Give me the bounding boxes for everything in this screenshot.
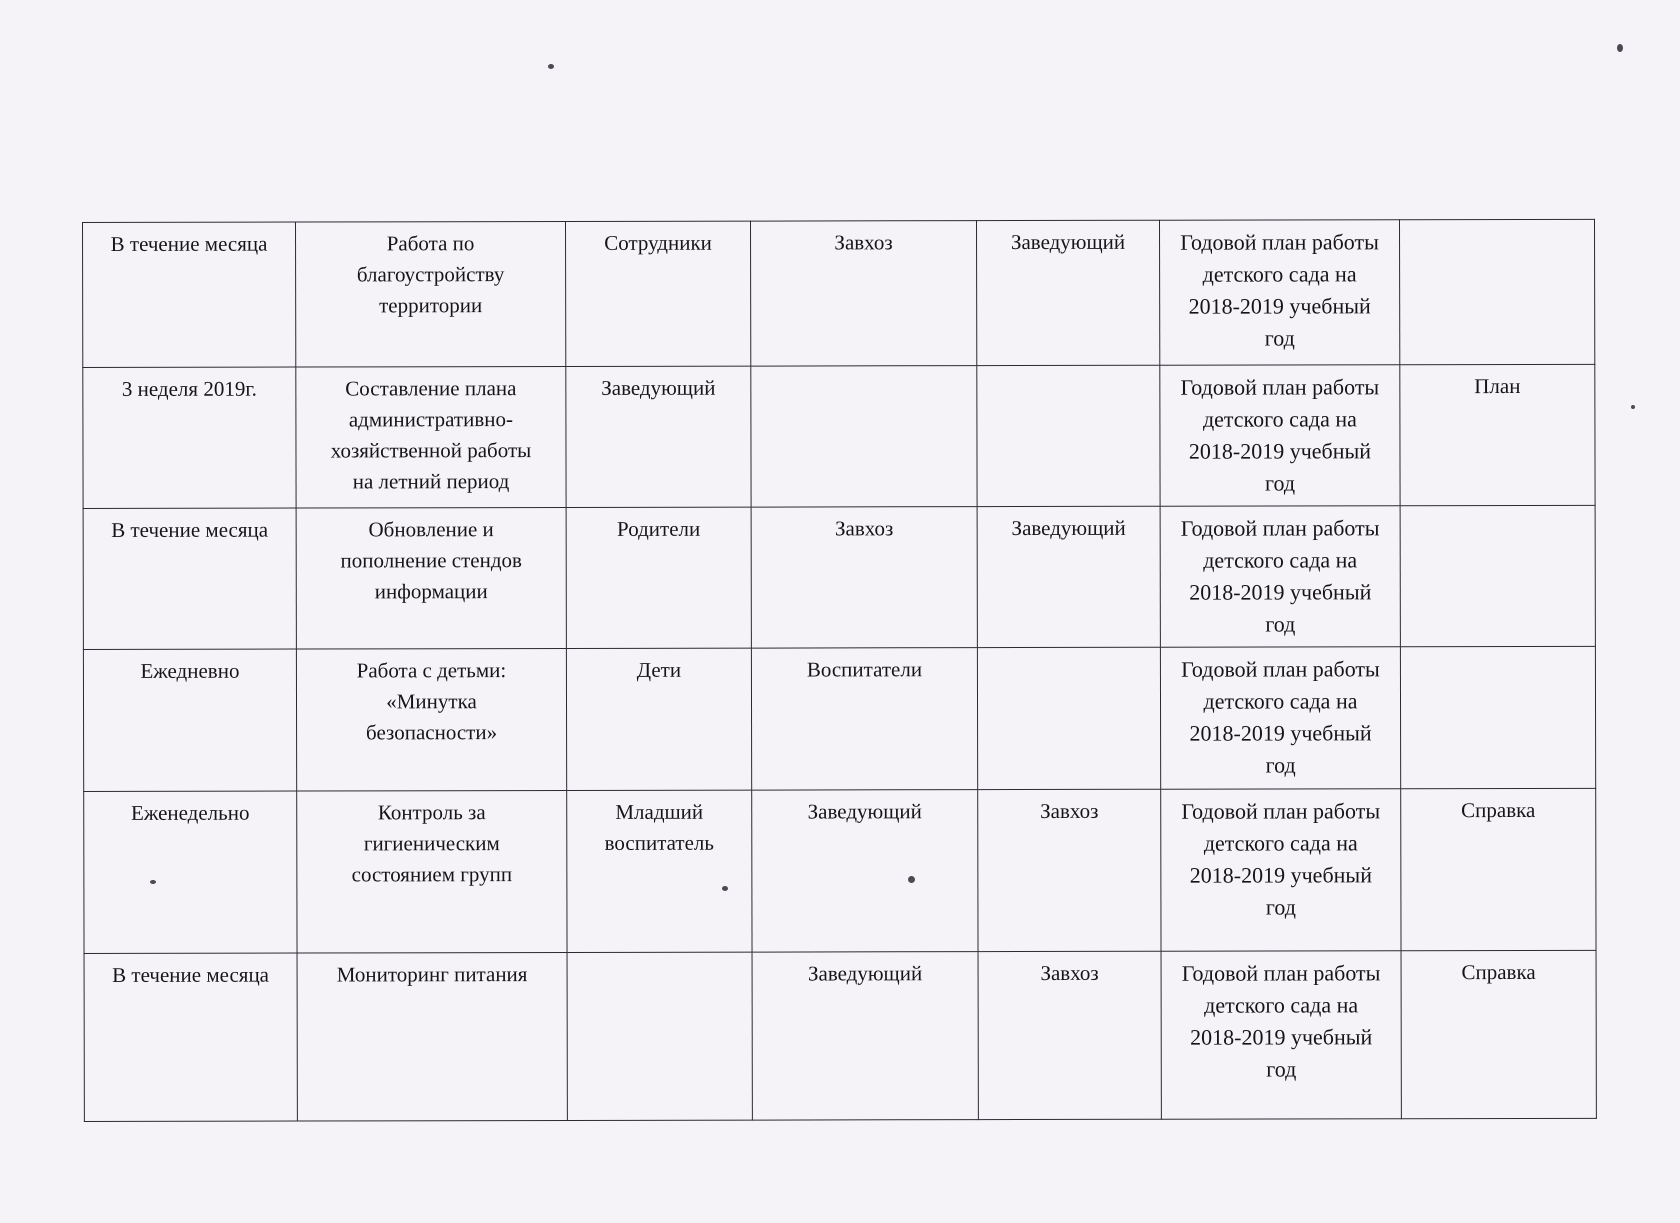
activity-cell: Обновление и пополнение стендов информации [296,508,566,650]
result-cell: Справка [1401,950,1596,1119]
controller-cell: Завхоз [978,951,1161,1120]
activity-cell: Работа по благоустройству территории [296,221,566,367]
timing-cell: В течение месяца [83,222,296,368]
activity-cell: Мониторинг питания [297,952,567,1121]
table-row [84,788,1596,953]
table-row [83,506,1595,650]
document-cell: Годовой план работы детского сада на 2018-2019 учебный год [1161,951,1401,1120]
scan-speck [548,64,554,69]
timing-cell: В течение месяца [83,508,296,650]
document-cell: Годовой план работы детского сада на 2018-2019 учебный год [1161,788,1401,951]
participants-cell: Заведующий [566,366,751,508]
result-cell: План [1400,364,1595,506]
activity-cell: Составление плана административно- хозяйственной работы на летний период [296,367,566,509]
controller-cell: Заведующий [977,507,1160,649]
activity-cell: Контроль за гигиеническим состоянием групп [297,790,567,953]
table-row [83,647,1595,791]
participants-cell: Дети [566,649,751,791]
scan-speck [1617,44,1623,52]
document-cell: Годовой план работы детского сада на 2018-2019 учебный год [1159,220,1399,366]
result-cell [1400,647,1595,789]
activity-cell: Работа с детьми: «Минутка безопасности» [296,649,566,791]
timing-cell: 3 неделя 2019г. [83,367,296,509]
timing-cell: В течение месяца [84,953,297,1122]
document-cell: Годовой план работы детского сада на 2018-2019 учебный год [1160,506,1400,648]
participants-cell: Сотрудники [566,221,751,367]
responsible-cell: Воспитатели [751,648,977,790]
responsible-cell: Заведующий [752,789,978,952]
participants-cell: Младший воспитатель [567,790,752,953]
timing-cell: Еженедельно [84,791,297,954]
work-plan-table [82,219,1597,1122]
participants-cell [567,952,752,1121]
controller-cell [977,365,1160,507]
timing-cell: Ежедневно [83,650,296,792]
participants-cell: Родители [566,507,751,649]
document-cell: Годовой план работы детского сада на 2018-2019 учебный год [1160,365,1400,507]
document-cell: Годовой план работы детского сада на 2018-2019 учебный год [1160,647,1400,789]
table-row [83,364,1595,508]
controller-cell: Завхоз [978,789,1161,952]
controller-cell: Заведующий [976,220,1159,366]
responsible-cell: Завхоз [750,221,976,367]
responsible-cell [751,366,977,508]
responsible-cell: Завхоз [751,507,977,649]
scan-speck [1631,405,1635,409]
table-row [84,950,1596,1121]
controller-cell [977,648,1160,790]
table-row [83,219,1595,367]
result-cell [1399,219,1594,365]
result-cell: Справка [1401,788,1596,951]
responsible-cell: Заведующий [752,951,978,1120]
result-cell [1400,506,1595,648]
